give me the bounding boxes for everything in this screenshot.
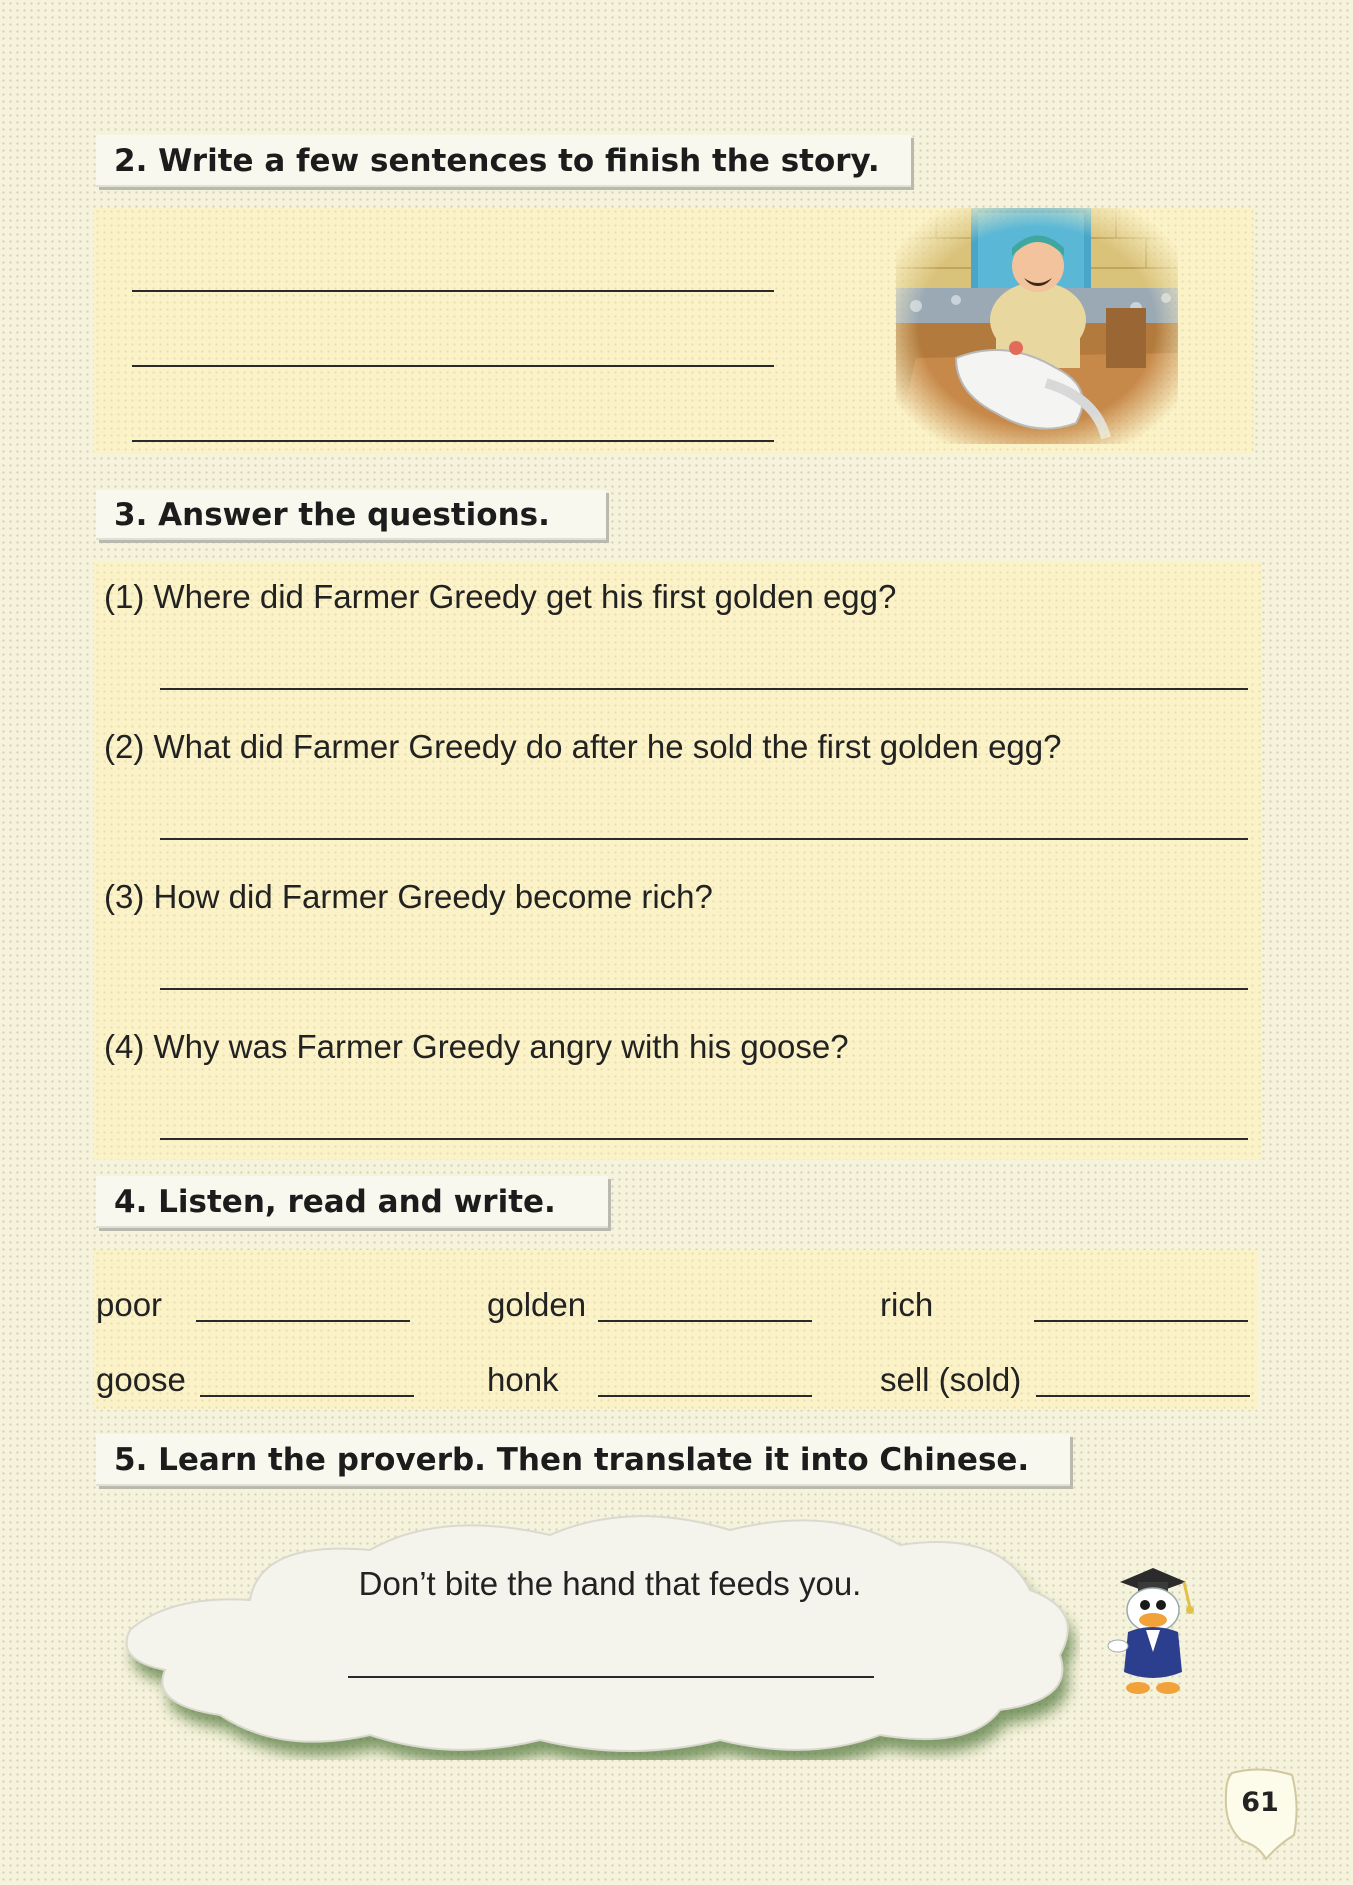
farmer-illustration [896,208,1178,444]
answer-line[interactable] [160,1138,1248,1140]
answer-line[interactable] [160,688,1248,690]
question-1: (1) Where did Farmer Greedy get his first golden egg? [104,578,897,615]
word-golden: golden [487,1286,587,1323]
answer-line[interactable] [132,365,774,367]
page-number: 61 [1241,1787,1279,1818]
word-rich: rich [880,1286,934,1323]
word-answer-line[interactable] [196,1320,410,1322]
word-honk: honk [487,1361,559,1398]
section3-heading-text: 3. Answer the questions. [114,497,550,533]
word-answer-line[interactable] [598,1395,812,1397]
graduate-duck-mascot-icon [1098,1560,1208,1700]
section4-heading-text: 4. Listen, read and write. [114,1184,556,1220]
question-4: (4) Why was Farmer Greedy angry with his goose? [104,1028,849,1065]
word-answer-line[interactable] [598,1320,812,1322]
section2-heading [96,135,911,187]
question-2: (2) What did Farmer Greedy do after he sold the first golden egg? [104,728,1062,765]
proverb-text: Don’t bite the hand that feeds you. [358,1565,862,1602]
section4-panel [94,1250,1258,1410]
section4-heading [96,1176,608,1228]
translation-line[interactable] [348,1676,874,1678]
page-number-badge [1218,1765,1304,1861]
word-answer-line[interactable] [200,1395,414,1397]
answer-line[interactable] [132,290,774,292]
question-3: (3) How did Farmer Greedy become rich? [104,878,713,915]
answer-line[interactable] [132,440,774,442]
answer-line[interactable] [160,838,1248,840]
section2-heading-text: 2. Write a few sentences to finish the story. [114,143,880,179]
section3-heading [96,490,606,540]
word-sell-sold: sell (sold) [880,1361,1022,1398]
section5-heading [96,1434,1070,1486]
proverb-cloud [110,1500,1080,1760]
section3-panel [94,562,1262,1160]
answer-line[interactable] [160,988,1248,990]
word-answer-line[interactable] [1036,1395,1250,1397]
section5-heading-text: 5. Learn the proverb. Then translate it into Chinese. [114,1442,1030,1478]
word-goose: goose [96,1361,186,1398]
word-poor: poor [96,1286,163,1323]
word-answer-line[interactable] [1034,1320,1248,1322]
